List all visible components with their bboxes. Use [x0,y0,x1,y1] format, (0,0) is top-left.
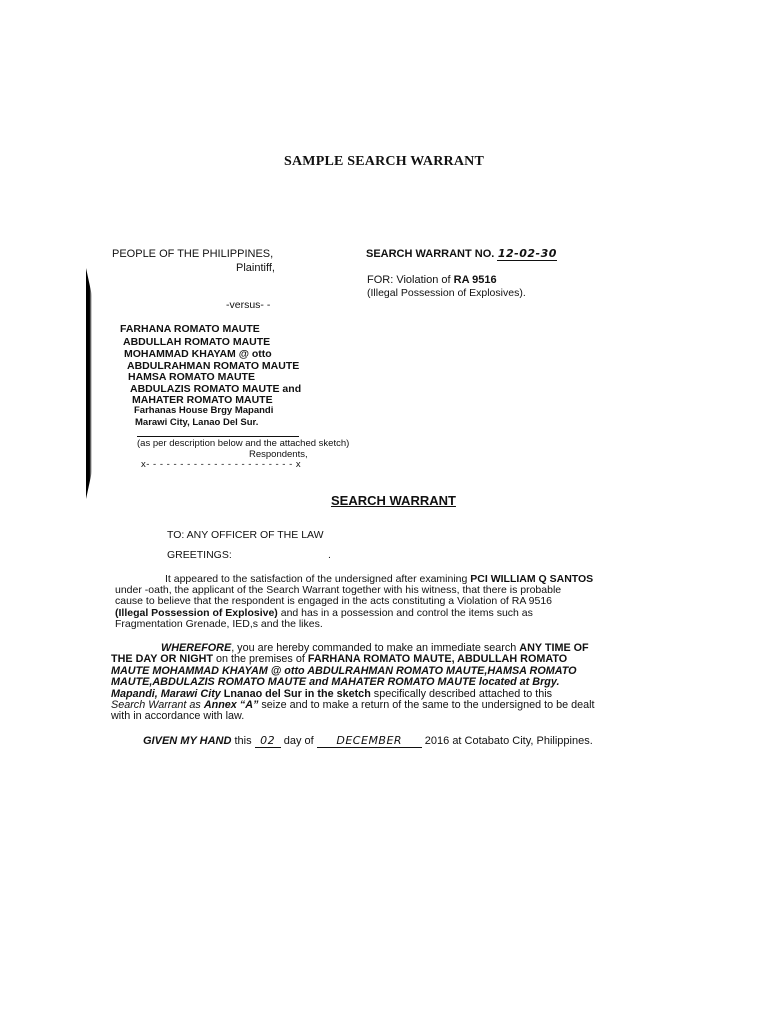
versus-label: -versus- - [226,299,271,311]
plaintiff-line: PEOPLE OF THE PHILIPPINES, [112,248,274,260]
respondent-address-line1: Farhanas House Brgy Mapandi [134,405,274,416]
plaintiff-label: Plaintiff, [236,262,275,274]
sketch-note: (as per description below and the attached sketch) [137,438,350,449]
for-label: FOR: Violation of [367,274,451,286]
warrant-number-label: SEARCH WARRANT NO. [366,248,495,260]
given-label: GIVEN MY HAND [143,735,232,747]
for-description: (Illegal Possession of Explosives). [367,287,526,299]
greetings-dot: . [328,549,331,561]
respondent-name: MOHAMMAD KHAYAM @ otto [124,348,272,360]
respondent-name: HAMSA ROMATO MAUTE [128,371,255,383]
caption-separator: x- - - - - - - - - - - - - - - - - - - - - - x [141,459,302,470]
paragraph-command: WHEREFORE, you are hereby commanded to make an immediate search ANY TIME OF THE DAY OR NIGHT on the premises of FARHANA ROMATO MAUTE, ABDULLAH ROMATO MAUTE MOHAMMAD KHAYAM @ otto ABDULRAHMAN ROMATO MAUTE,HAMSA ROMATO MAUTE,ABDULAZIS ROMATO MAUTE and MAHATER ROMATO MAUTE located at Brgy. Mapandi, Marawi City Lnanao del Sur in the sketch specifically described attached to this Search Warrant as Annex “A” seize and to make a return of the same to the undersigned to be dealt with in accordance with law. [111,642,595,723]
given-month: DECEMBER [317,735,422,748]
caption-rule [137,436,299,437]
to-line: TO: ANY OFFICER OF THE LAW [167,529,324,541]
paragraph-finding: It appeared to the satisfaction of the undersigned after examining PCI WILLIAM Q SANTOS under -oath, the applicant of the Search Warrant together with his witness, that there is probable cause to believe that the respondent is engaged in the acts constituting a Violation of RA 9516 (Illegal Possession of Explosive) and has in a possession and control the items such as Fragmentation Grenade, IED,s and the likes. [115,573,594,630]
given-line: GIVEN MY HAND this 02 day of DECEMBER 2016 at Cotabato City, Philippines. [143,734,593,747]
given-day: 02 [255,735,281,748]
search-warrant-heading: SEARCH WARRANT [331,493,456,508]
respondents-label: Respondents, [249,449,308,460]
respondent-address-line2: Marawi City, Lanao Del Sur. [135,417,259,428]
respondent-name: MAHATER ROMATO MAUTE [132,394,273,406]
greetings-label: GREETINGS: [167,549,232,561]
document-title: SAMPLE SEARCH WARRANT [284,154,484,169]
binding-edge-mark [86,268,92,499]
respondent-name: ABDULAZIS ROMATO MAUTE and [130,383,302,395]
respondent-name: FARHANA ROMATO MAUTE [120,323,260,335]
for-law: RA 9516 [453,274,497,286]
respondent-name: ABDULLAH ROMATO MAUTE [123,336,271,348]
warrant-number-value: 12-02-30 [497,247,557,260]
respondent-name: ABDULRAHMAN ROMATO MAUTE [127,360,300,372]
